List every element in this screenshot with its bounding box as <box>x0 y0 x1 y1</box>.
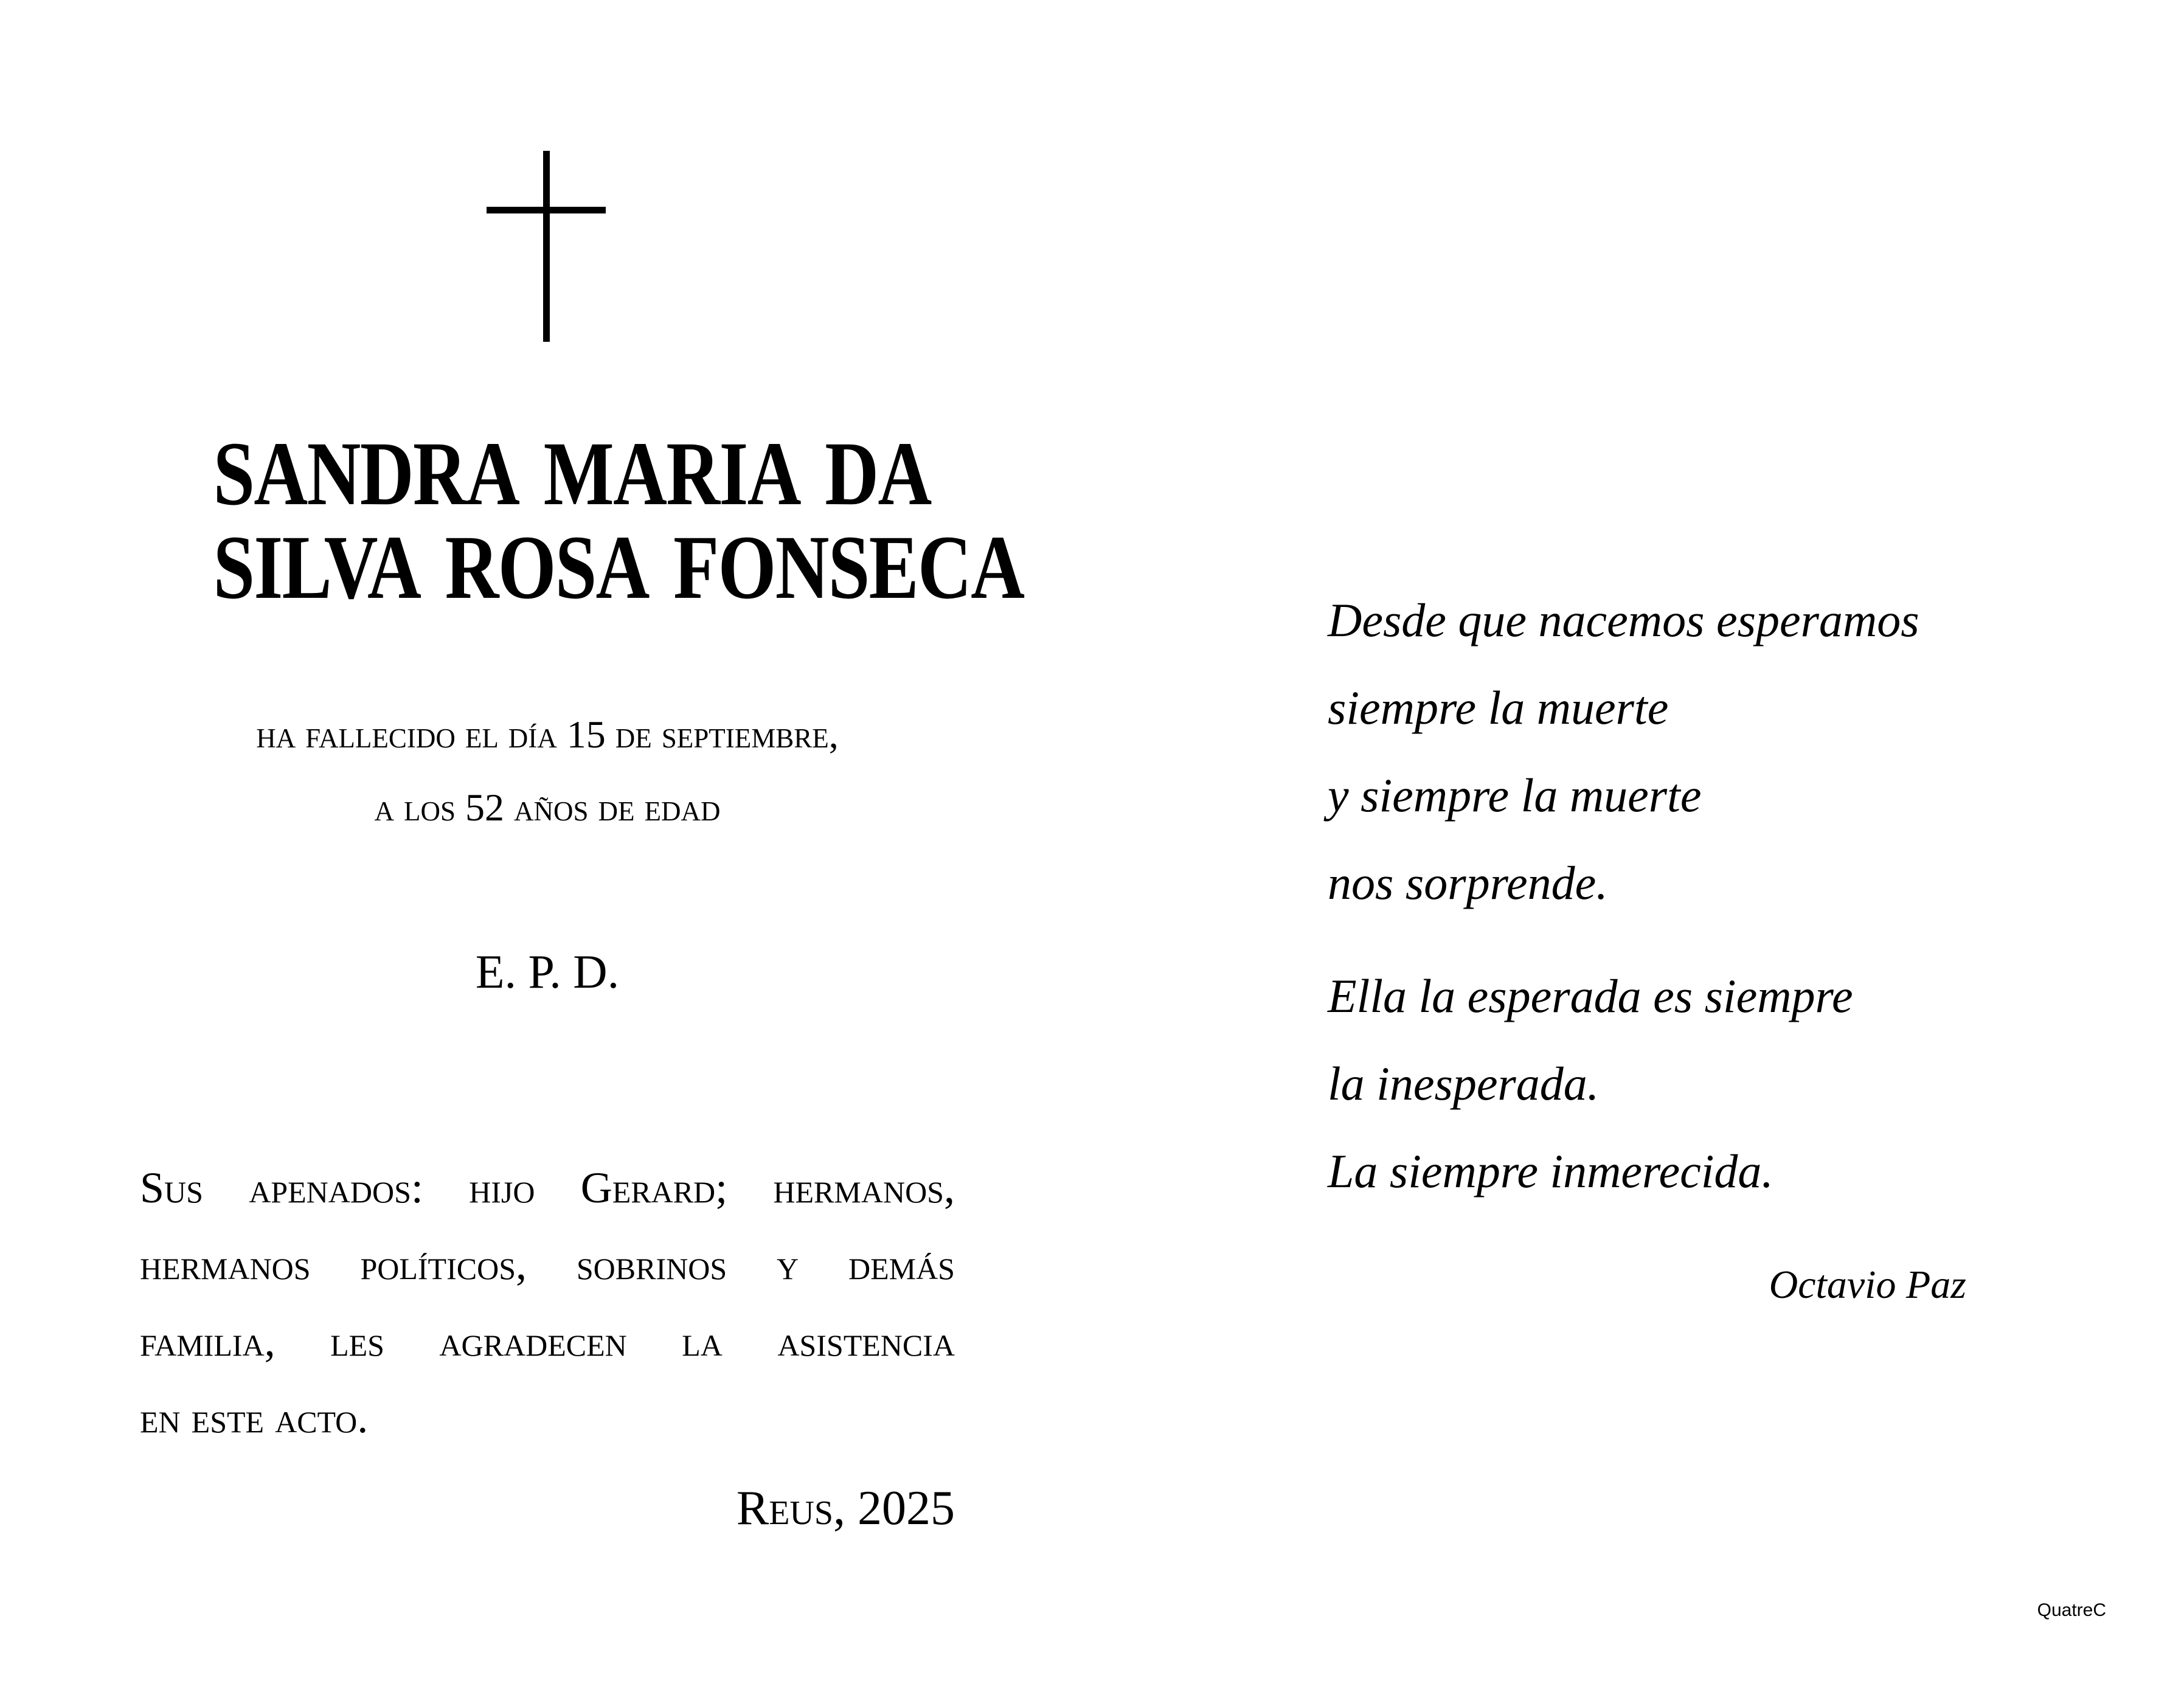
cross-horizontal-bar <box>487 207 606 213</box>
death-statement <box>140 698 955 844</box>
family-line-4: en este acto. <box>140 1393 369 1442</box>
family-line-2: hermanos políticos, sobrinos y demás <box>140 1240 955 1289</box>
poem-line: la inesperada. <box>1328 1057 1600 1110</box>
place-date: Reus, 2025 <box>736 1482 955 1535</box>
brand-mark: QuatreC <box>2037 1600 2106 1620</box>
poem-stanza-1 <box>1328 577 1972 927</box>
poem-line: Desde que nacemos esperamos <box>1328 594 1919 646</box>
family-message <box>140 1149 955 1456</box>
poem-panel <box>1328 0 1972 1681</box>
notice-panel <box>140 0 1024 1681</box>
poem-author: Octavio Paz <box>1769 1263 1966 1307</box>
poem-line: nos sorprende. <box>1328 856 1608 909</box>
cross-vertical-bar <box>543 151 550 342</box>
poem-stanza-2 <box>1328 952 1972 1215</box>
family-line-3: familia, les agradecen la asistencia <box>140 1317 955 1365</box>
name-line-1: SANDRA MARIA DA <box>213 423 931 524</box>
poem-line: y siempre la muerte <box>1328 769 1702 822</box>
poem-line: Ella la esperada es siempre <box>1328 969 1853 1022</box>
death-statement-line-2: a los 52 años de edad <box>374 786 721 829</box>
death-statement-line-1: ha fallecido el día 15 de septiembre, <box>256 713 839 756</box>
poem-line: siempre la muerte <box>1328 681 1669 734</box>
epd-text: E. P. D. <box>475 945 620 998</box>
family-line-1: Sus apenados: hijo Gerard; hermanos, <box>140 1163 955 1212</box>
name-line-2: SILVA ROSA FONSECA <box>213 517 1024 618</box>
deceased-name <box>213 423 1024 618</box>
latin-cross-icon <box>487 151 606 342</box>
poem-line: La siempre inmerecida. <box>1328 1145 1773 1197</box>
